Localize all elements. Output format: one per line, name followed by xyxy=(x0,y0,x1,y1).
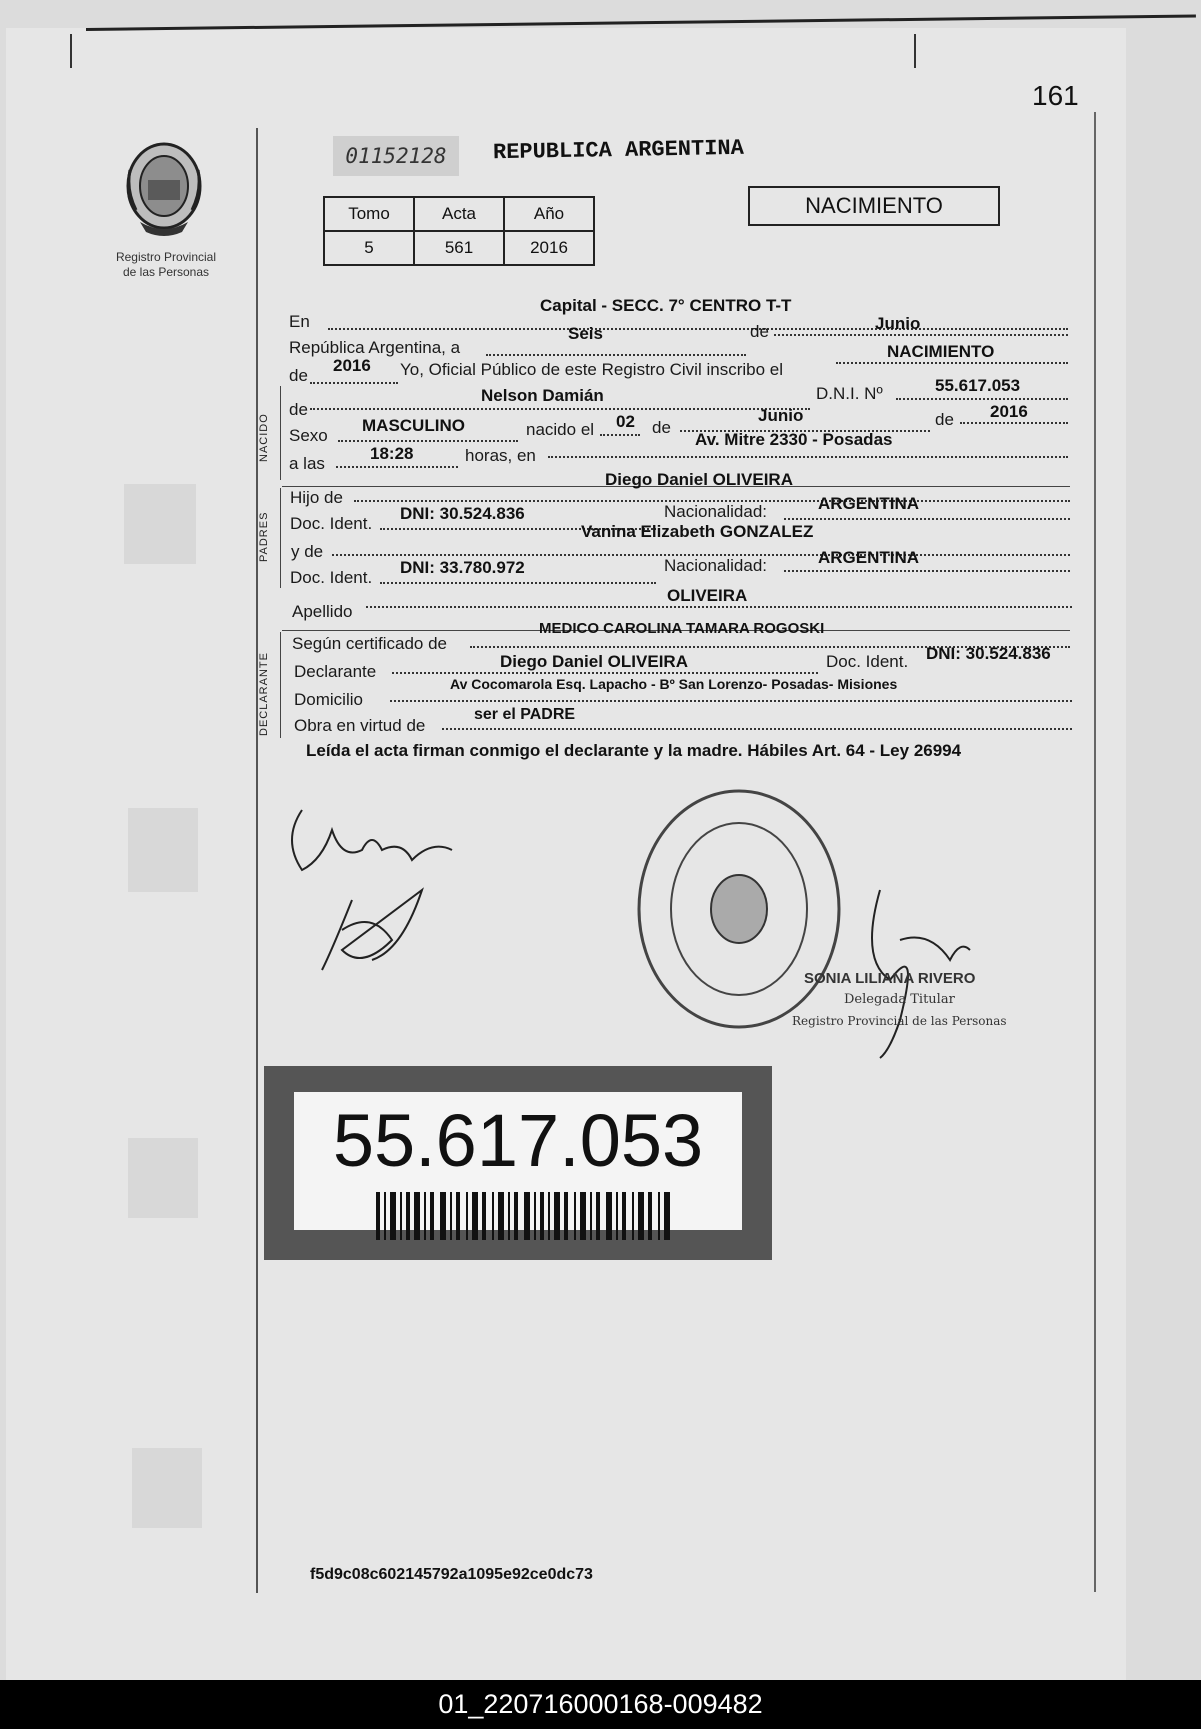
field-surname: OLIVEIRA xyxy=(667,586,748,605)
field-birth-place: Av. Mitre 2330 - Posadas xyxy=(695,430,893,449)
section-bar-padres xyxy=(280,488,281,588)
field-birth-time: 18:28 xyxy=(370,444,414,463)
left-margin-rule xyxy=(256,128,258,1593)
dotted-line xyxy=(836,362,1068,364)
field-mother-name: Vanina Elizabeth GONZALEZ xyxy=(581,522,814,541)
country-title: REPUBLICA ARGENTINA xyxy=(492,135,745,166)
field-record-inscribed: NACIMIENTO xyxy=(887,342,995,361)
closing-text: Leída el acta firman conmigo el declarante y la madre. Hábiles Art. 64 - Ley 26994 xyxy=(306,741,962,760)
label-y-de: y de xyxy=(291,542,324,561)
registry-label-line1: Registro Provincial xyxy=(115,250,217,264)
record-type-box: NACIMIENTO xyxy=(748,186,1000,226)
field-declarant-doc: DNI: 30.524.836 xyxy=(926,644,1051,663)
section-bar-declarante xyxy=(280,632,281,738)
label-doc-ident-2: Doc. Ident. xyxy=(290,568,373,587)
field-certificate: MEDICO CAROLINA TAMARA ROGOSKI xyxy=(539,620,825,637)
scan-footer-id: 01_220716000168-009482 xyxy=(0,1680,1201,1729)
field-declarant: Diego Daniel OLIVEIRA xyxy=(500,652,688,671)
margin-ghost-mark xyxy=(128,808,198,892)
dotted-line xyxy=(392,672,818,674)
label-de-2: de xyxy=(652,418,671,437)
field-mother-nationality: ARGENTINA xyxy=(818,548,920,567)
dotted-line xyxy=(960,422,1068,424)
dotted-line xyxy=(774,334,1068,336)
top-edge-line xyxy=(86,14,1196,31)
section-label-declarante: DECLARANTE xyxy=(258,652,270,736)
field-year: 2016 xyxy=(333,356,371,375)
field-day: Seis xyxy=(568,324,603,343)
label-declarante: Declarante xyxy=(294,662,377,681)
label-dni: D.N.I. Nº xyxy=(816,384,883,403)
dotted-line xyxy=(328,328,1068,330)
official-round-stamp-icon xyxy=(634,786,844,1032)
book-header-tomo: Tomo xyxy=(324,197,414,231)
label-nacido: nacido el xyxy=(526,420,595,439)
field-address: Av Cocomarola Esq. Lapacho - Bº San Lorenzo- Posadas- Misiones xyxy=(450,676,898,692)
label-doc-ident-3: Doc. Ident. xyxy=(826,652,909,671)
barcode-icon xyxy=(376,1192,676,1240)
official-title: Delegada Titular xyxy=(844,992,955,1007)
label-year-prefix: de xyxy=(289,366,308,385)
barcode-label xyxy=(264,1066,772,1260)
provincial-seal-icon xyxy=(122,140,206,246)
field-father-doc: DNI: 30.524.836 xyxy=(400,504,525,523)
dotted-line xyxy=(442,728,1072,730)
dotted-line xyxy=(310,408,810,410)
field-father-nationality: ARGENTINA xyxy=(818,494,920,513)
label-obra: Obra en virtud de xyxy=(294,716,426,735)
section-label-padres: PADRES xyxy=(258,511,270,562)
section-label-nacido: NACIDO xyxy=(258,413,270,462)
book-value-acta: 561 xyxy=(414,231,504,265)
dotted-line xyxy=(600,434,640,436)
label-nacionalidad: Nacionalidad: xyxy=(664,502,768,521)
official-name: SONIA LILIANA RIVERO xyxy=(804,970,976,987)
registry-label-line2: de las Personas xyxy=(122,265,210,279)
dotted-line xyxy=(784,518,1070,520)
dotted-line xyxy=(548,456,1068,458)
label-de: de xyxy=(750,322,769,341)
field-capacity: ser el PADRE xyxy=(474,706,576,723)
label-nacionalidad-2: Nacionalidad: xyxy=(664,556,768,575)
right-margin-rule xyxy=(1094,112,1096,1592)
field-child-name: Nelson Damián xyxy=(481,386,604,405)
barcode-number: 55.617.053 xyxy=(332,1099,704,1182)
serial-number-stamp: 01152128 xyxy=(333,136,459,176)
field-child-dni: 55.617.053 xyxy=(935,376,1021,395)
dotted-line xyxy=(486,354,746,356)
dotted-line xyxy=(338,440,518,442)
barcode-inner xyxy=(294,1092,742,1230)
top-tick-right xyxy=(914,34,916,68)
label-inscribo: Yo, Oficial Público de este Registro Civil inscribo el xyxy=(400,360,783,379)
dotted-line xyxy=(896,398,1068,400)
document-hash: f5d9c08c602145792a1095e92ce0dc73 xyxy=(310,1566,593,1583)
label-doc-ident: Doc. Ident. xyxy=(290,514,373,533)
official-office: Registro Provincial de las Personas xyxy=(792,1014,1007,1028)
dotted-line xyxy=(390,700,1072,702)
dotted-line xyxy=(380,582,656,584)
field-mother-doc: DNI: 33.780.972 xyxy=(400,558,525,577)
field-month: Junio xyxy=(875,314,921,333)
book-table xyxy=(323,196,595,266)
field-place: Capital - SECC. 7° CENTRO T-T xyxy=(540,296,792,315)
label-name-prefix: de xyxy=(289,400,308,419)
signature-scribbles xyxy=(282,800,482,980)
margin-ghost-mark xyxy=(128,1138,198,1218)
page-number: 161 xyxy=(1032,80,1079,111)
label-de-3: de xyxy=(935,410,954,429)
section-bar-nacido xyxy=(280,386,281,480)
margin-ghost-mark xyxy=(132,1448,202,1528)
field-birth-day: 02 xyxy=(616,412,635,431)
book-header-acta: Acta xyxy=(414,197,504,231)
label-horas: horas, en xyxy=(465,446,536,465)
field-father-name: Diego Daniel OLIVEIRA xyxy=(605,470,793,489)
top-tick-left xyxy=(70,34,72,68)
book-header-anio: Año xyxy=(504,197,594,231)
book-value-tomo: 5 xyxy=(324,231,414,265)
label-apellido: Apellido xyxy=(292,602,353,621)
label-hijo: Hijo de xyxy=(290,488,343,507)
label-certificado: Según certificado de xyxy=(292,634,447,653)
dotted-line xyxy=(784,570,1070,572)
label-en: En xyxy=(289,312,310,331)
book-value-anio: 2016 xyxy=(504,231,594,265)
label-domicilio: Domicilio xyxy=(294,690,363,709)
margin-ghost-mark xyxy=(124,484,196,564)
field-birth-year: 2016 xyxy=(990,402,1028,421)
dotted-line xyxy=(310,382,398,384)
label-republica: República Argentina, a xyxy=(289,338,461,357)
label-alas: a las xyxy=(289,454,325,473)
label-sexo: Sexo xyxy=(289,426,328,445)
field-sex: MASCULINO xyxy=(362,416,465,435)
field-birth-month: Junio xyxy=(758,406,804,425)
dotted-line xyxy=(366,606,1072,608)
dotted-line xyxy=(336,466,458,468)
